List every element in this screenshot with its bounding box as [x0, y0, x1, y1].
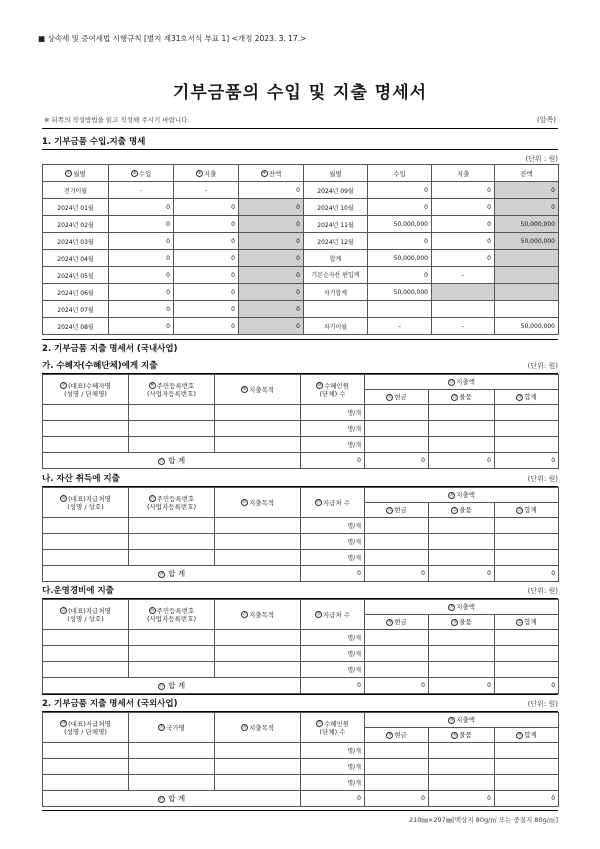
table-header-row: ㉑ 현금 ㉒ 물품 ㉓ 합계	[43, 503, 559, 518]
section2-rule	[42, 339, 558, 340]
section1-rule	[42, 149, 558, 150]
table-header-row: ① 월별 ② 수입 ③ 지출 ④ 잔액 월별 수입 지출 잔액	[43, 165, 559, 182]
table-row: 명/개	[43, 662, 559, 678]
table-row: 2024년 06월 0 0 0 차기합계 50,000,000	[43, 284, 559, 301]
table-row: 명/개	[43, 550, 559, 566]
section3-top-rule	[42, 694, 558, 695]
section2-title: 2. 기부금품 지출 명세서 (국내사업)	[42, 344, 178, 354]
section1-title: 1. 기부금품 수입.지출 명세	[42, 137, 146, 147]
asset-acquisition-table	[42, 487, 559, 582]
instruction-note: ※ 뒤쪽의 작성방법을 읽고 작성해 주시기 바랍니다.	[44, 116, 190, 124]
section3-title: 2. 기부금품 지출 명세서 (국외사업)	[42, 699, 178, 709]
subsection-na-unit: (단위: 원)	[527, 475, 558, 483]
paper-spec: 210㎜×297㎜[백상지 80g/㎡ 또는 중질지 80g/㎡]	[408, 816, 558, 824]
table-row: 명/개	[43, 437, 559, 453]
table-row: 2024년 08월 0 0 0 차기이월 – – 50,000,000	[43, 318, 559, 335]
table-row: 명/개	[43, 759, 559, 775]
table-row: 명/개	[43, 743, 559, 759]
table-header-row: ⑯ (대표)지급처명 (성명 / 상호) ⑰ 주민등록번호 (사업자등록번호) ⑱ 지출목적 ⑲ 지급처 수 ⑳ 지출액	[43, 488, 559, 503]
subsection-da-title: 다.운영경비에 지출	[42, 586, 114, 596]
table-row: 명/개	[43, 405, 559, 421]
income-expense-table	[42, 164, 559, 335]
subsection-na-title: 나. 자산 취득에 지출	[42, 474, 120, 484]
total-row: ㉔ 합 계 0 0 0 0	[43, 566, 559, 582]
domestic-beneficiary-table	[42, 374, 559, 469]
table-row: 명/개	[43, 421, 559, 437]
table-row: 명/개	[43, 630, 559, 646]
top-rule	[42, 128, 558, 129]
table-header-row: ㊴ 현금 ㊵ 물품 ㊶ 합계	[43, 728, 559, 743]
table-row: 명/개	[43, 775, 559, 791]
table-row: 2024년 05월 0 0 0 기본순자산 편입액 0 –	[43, 267, 559, 284]
table-header-row: ㉚ 현금 ㉛ 물품 ㉜ 합계	[43, 615, 559, 630]
total-row: ㉝ 합 계 0 0 0 0	[43, 678, 559, 694]
subsection-ga-title: 가. 수혜자(수혜단체)에게 지출	[42, 361, 158, 371]
table-row: 2024년 02월 0 0 0 2024년 11월 50,000,000 0 50,000,000	[43, 216, 559, 233]
form-title: 기부금품의 수입 및 지출 명세서	[172, 83, 428, 103]
table-row: 전기이월 - - 0 2024년 09월 0 0 0	[43, 182, 559, 199]
table-row: 명/개	[43, 646, 559, 662]
page-side-label: (앞쪽)	[537, 116, 556, 124]
table-row: 2024년 04월 0 0 0 합계 50,000,000 0	[43, 250, 559, 267]
overseas-expense-table	[42, 712, 559, 807]
operating-expense-table	[42, 599, 559, 694]
table-row: 2024년 03월 0 0 0 2024년 12월 0 0 50,000,000	[43, 233, 559, 250]
table-row: 명/개	[43, 518, 559, 534]
table-header-row: ⑫ 현금 ⑬ 물품 ⑭ 합계	[43, 390, 559, 405]
footer-rule	[42, 810, 558, 811]
table-row: 2024년 01월 0 0 0 2024년 10월 0 0 0	[43, 199, 559, 216]
table-row: 2024년 07월 0 0 0	[43, 301, 559, 318]
table-row: 명/개	[43, 534, 559, 550]
section1-unit: (단위 : 원)	[525, 155, 558, 163]
total-row: ㊷ 합 계 0 0 0 0	[43, 791, 559, 807]
total-row: ⑮ 합 계 0 0 0 0	[43, 453, 559, 469]
table-header-row: ⑦ (대표)수혜자명 (성명 / 단체명) ⑧ 주민등록번호 (사업자등록번호) ⑨ 지출목적 ⑩ 수혜인원 (단체) 수 ⑪ 지출액	[43, 375, 559, 390]
law-reference: ■ 상속세 및 증여세법 시행규칙 [별지 제31호서식 부표 1] <개정 2023. 3. 17.>	[38, 34, 307, 43]
section3-unit: (단위: 원)	[527, 700, 558, 708]
subsection-da-unit: (단위: 원)	[527, 587, 558, 595]
subsection-ga-unit: (단위: 원)	[527, 362, 558, 370]
table-header-row: ㉕ (대표)지급처명 (성명 / 상호) ㉖ 주민등록번호 (사업자등록번호) ㉗ 지출목적 ㉘ 지급처 수 ㉙ 지출액	[43, 600, 559, 615]
table-header-row: ㉞ (대표)지급처명 (성명 / 단체명) ㉟ 국가명 ㊱ 지출목적 ㊲ 수혜인원 (단체) 수 ㊳ 지출액	[43, 713, 559, 728]
